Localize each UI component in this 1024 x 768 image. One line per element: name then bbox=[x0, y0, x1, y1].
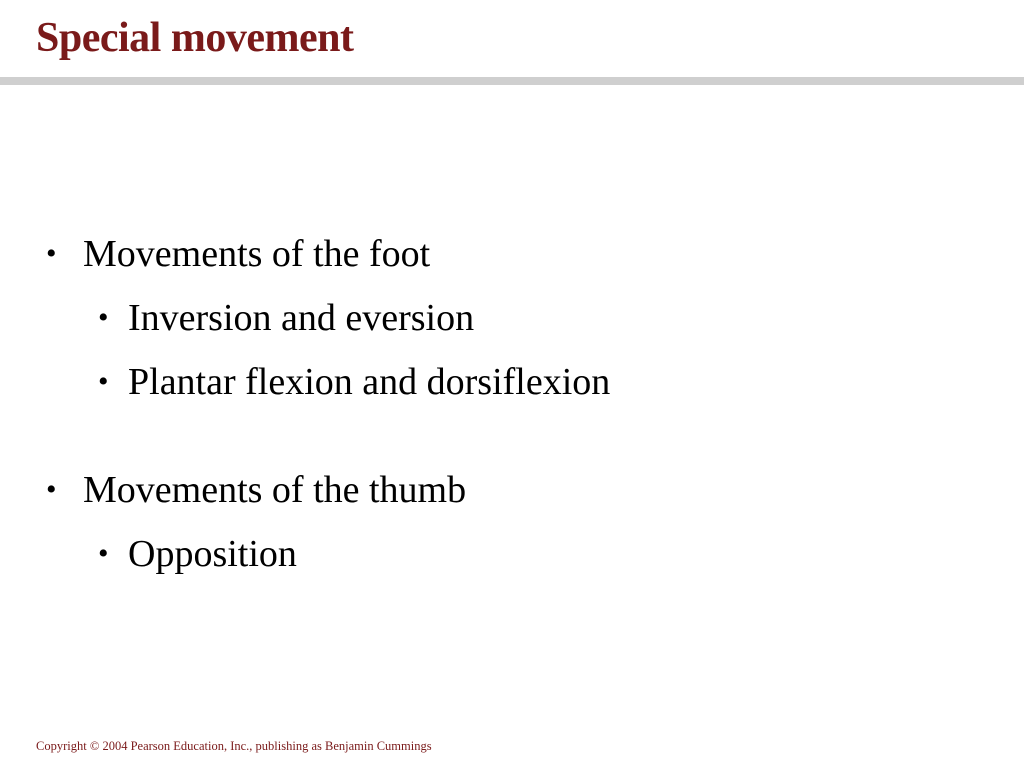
bullet-dot-icon: • bbox=[98, 301, 109, 334]
bullet-item bbox=[0, 228, 1024, 280]
bullet-dot-icon: • bbox=[98, 365, 109, 398]
sub-bullet-text: Plantar flexion and dorsiflexion bbox=[128, 361, 611, 403]
sub-bullet-text: Inversion and eversion bbox=[128, 297, 475, 339]
bullet-item bbox=[0, 464, 1024, 516]
slide-title: Special movement bbox=[36, 15, 354, 61]
sub-bullet-text: Opposition bbox=[128, 533, 297, 575]
copyright-footer: Copyright © 2004 Pearson Education, Inc., publishing as Benjamin Cummings bbox=[36, 739, 432, 753]
sub-bullet-item bbox=[0, 292, 1024, 344]
bullet-dot-icon: • bbox=[46, 237, 57, 270]
bullet-dot-icon: • bbox=[98, 537, 109, 570]
sub-bullet-item bbox=[0, 528, 1024, 580]
bullet-text: Movements of the thumb bbox=[83, 469, 467, 511]
sub-bullet-item bbox=[0, 356, 1024, 408]
bullet-dot-icon: • bbox=[46, 473, 57, 506]
bullet-text: Movements of the foot bbox=[83, 233, 431, 275]
title-divider bbox=[0, 77, 1024, 85]
bullet-list bbox=[0, 228, 1024, 580]
